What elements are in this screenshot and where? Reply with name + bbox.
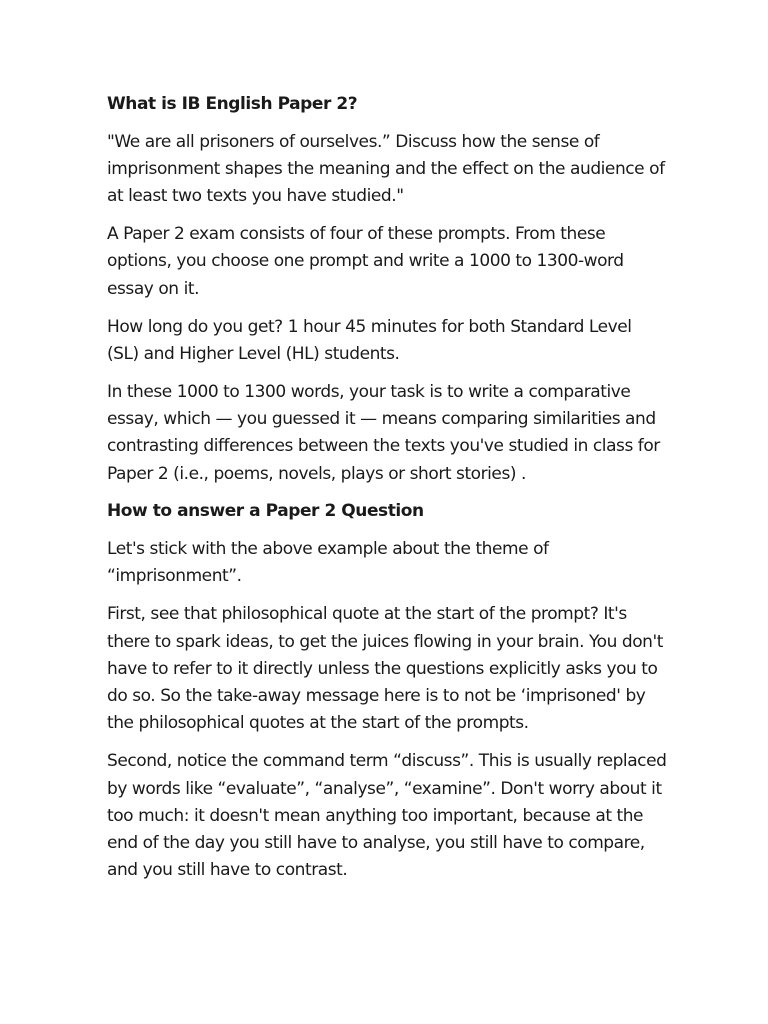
paragraph-prompt-example: "We are all prisoners of ourselves.” Discuss how the sense of imprisonment shapes the meaning and the effect on the audience of at least two texts you have studied." [107,131,665,207]
heading-how-to-answer: How to answer a Paper 2 Question [107,501,424,522]
paragraph-time-limit: How long do you get? 1 hour 45 minutes for both Standard Level (SL) and Higher Level (HL) students. [107,316,632,364]
document-body [107,91,667,895]
paragraph-example-theme: Let's stick with the above example about the theme of “imprisonment”. [107,539,549,587]
paragraph-comparative-essay: In these 1000 to 1300 words, your task is to write a comparative essay, which — you guessed it — means comparing similarities and contrasting differences between the texts you've studied in class for Paper 2 (i.e., poems, novels, plays or short stories) . [107,381,660,484]
paragraph-command-term: Second, notice the command term “discuss”. This is usually replaced by words like “evaluate”, “analyse”, “examine”. Don't worry about it too much: it doesn't mean anything too important, because at the end of the day you still have to analyse, you still have to compare, and you still have to contrast. [107,751,667,881]
heading-what-is-paper-2: What is IB English Paper 2? [107,94,358,114]
paragraph-exam-structure: A Paper 2 exam consists of four of these prompts. From these options, you choose one prompt and write a 1000 to 1300-word essay on it. [107,224,624,299]
paragraph-philosophical-quote: First, see that philosophical quote at the start of the prompt? It's there to spark ideas, to get the juices flowing in your brain. You don't have to refer to it directly unless the questions explicitly asks you to do so. So the take-away message here is to not be ‘imprisoned' by the philosophical quotes at the start of the prompts. [107,604,663,734]
